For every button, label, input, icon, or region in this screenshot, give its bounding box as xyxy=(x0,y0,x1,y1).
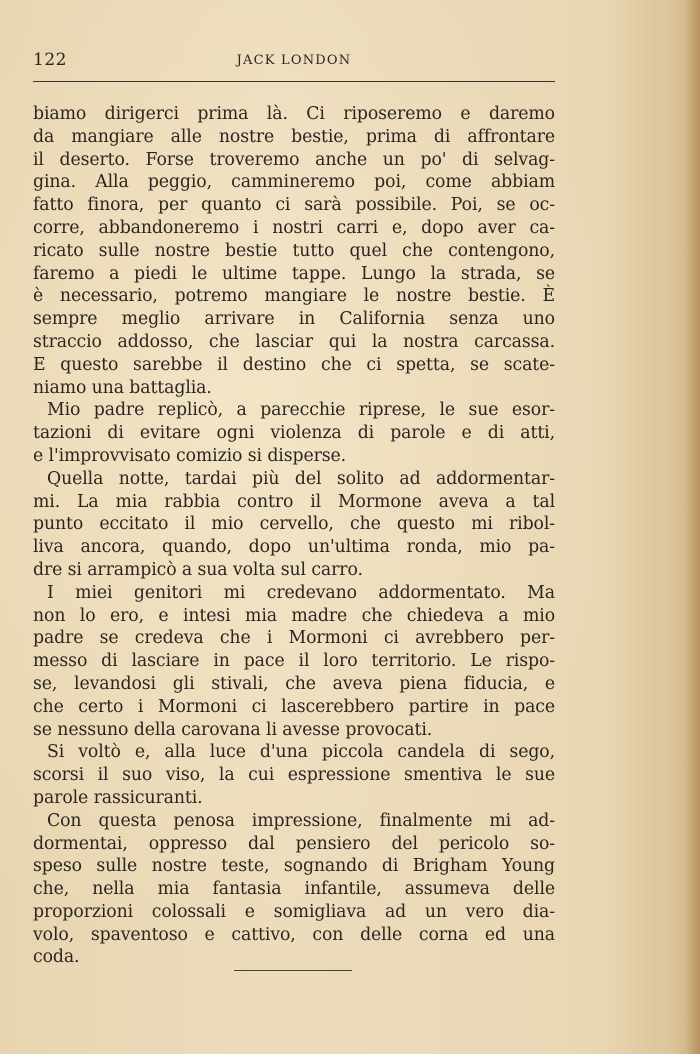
text-line: dre si arrampicò a sua volta sul carro. xyxy=(33,559,363,580)
paragraph xyxy=(33,399,555,467)
body-text xyxy=(33,103,555,969)
text-line: se, levandosi gli stivali, che aveva piena fiducia, e xyxy=(33,673,555,694)
text-line: messo di lasciare in pace il loro territorio. Le rispo- xyxy=(33,651,555,672)
page-header xyxy=(33,50,555,74)
text-line: che, nella mia fantasia infantile, assumeva delle xyxy=(33,879,555,900)
text-line: Con questa penosa impressione, finalmente mi ad- xyxy=(47,810,555,831)
page-number: 122 xyxy=(33,50,67,70)
text-line: speso sulle nostre teste, sognando di Brigham Young xyxy=(33,856,555,877)
paragraph xyxy=(33,582,555,742)
text-line: non lo ero, e intesi mia madre che chiedeva a mio xyxy=(33,605,555,626)
text-line: corre, abbandoneremo i nostri carri e, dopo aver ca- xyxy=(33,217,555,238)
text-line: Si voltò e, alla luce d'una piccola candela di sego, xyxy=(47,742,555,763)
paragraph xyxy=(33,468,555,582)
text-line: fatto finora, per quanto ci sarà possibile. Poi, se oc- xyxy=(33,195,555,216)
text-line: che certo i Mormoni ci lascerebbero partire in pace xyxy=(33,696,555,717)
text-line: sempre meglio arrivare in California senza uno xyxy=(33,309,555,330)
text-line: proporzioni colossali e somigliava ad un vero dia- xyxy=(33,901,555,922)
text-line: faremo a piedi le ultime tappe. Lungo la strada, se xyxy=(33,263,555,284)
text-line: Quella notte, tardai più del solito ad addormentar- xyxy=(47,468,555,489)
text-line: tazioni di evitare ogni violenza di parole e di atti, xyxy=(33,423,555,444)
text-line: dormentai, oppresso dal pensiero del pericolo so- xyxy=(33,833,555,854)
text-line: ricato sulle nostre bestie tutto quel che contengono, xyxy=(33,240,555,261)
end-rule xyxy=(234,970,352,971)
text-line: mi. La mia rabbia contro il Mormone aveva a tal xyxy=(33,491,555,512)
text-line: padre se credeva che i Mormoni ci avrebbero per- xyxy=(33,628,555,649)
text-line: punto eccitato il mio cervello, che questo mi ribol- xyxy=(33,514,555,535)
paragraph xyxy=(33,103,555,399)
text-line: Mio padre replicò, a parecchie riprese, le sue esor- xyxy=(47,400,555,421)
text-line: il deserto. Forse troveremo anche un po' di selvag- xyxy=(33,149,555,170)
header-rule xyxy=(33,81,555,82)
text-line: I miei genitori mi credevano addormentato. Ma xyxy=(47,582,555,603)
running-head: JACK LONDON xyxy=(236,53,352,68)
text-line: biamo dirigerci prima là. Ci riposeremo e daremo xyxy=(33,104,555,124)
text-line: e l'improvvisato comizio si disperse. xyxy=(33,445,347,466)
text-line: da mangiare alle nostre bestie, prima di affrontare xyxy=(33,126,555,147)
text-line: coda. xyxy=(33,947,80,968)
text-line: se nessuno della carovana li avesse provocati. xyxy=(33,719,433,740)
text-line: scorsi il suo viso, la cui espressione smentiva le sue xyxy=(33,765,555,786)
text-line: volo, spaventoso e cattivo, con delle corna ed una xyxy=(33,924,555,945)
text-line: niamo una battaglia. xyxy=(33,377,212,398)
text-line: E questo sarebbe il destino che ci spetta, se scate- xyxy=(33,354,555,375)
text-line: liva ancora, quando, dopo un'ultima ronda, mio pa- xyxy=(33,537,555,558)
paragraph xyxy=(33,741,555,809)
paragraph xyxy=(33,810,555,970)
text-line: è necessario, potremo mangiare le nostre bestie. È xyxy=(33,286,555,307)
page-edge-shadow xyxy=(686,0,700,1054)
text-line: straccio addosso, che lasciar qui la nostra carcassa. xyxy=(33,331,555,352)
text-line: gina. Alla peggio, cammineremo poi, come abbiam xyxy=(33,172,555,193)
text-line: parole rassicuranti. xyxy=(33,787,203,808)
